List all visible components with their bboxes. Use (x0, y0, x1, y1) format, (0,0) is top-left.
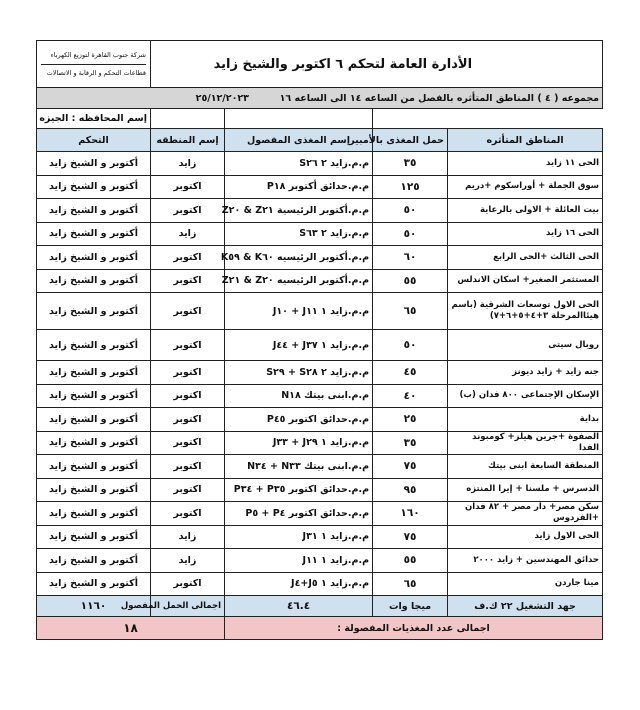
load-cell: ٤٥ (373, 361, 448, 385)
feeder-count-row (37, 617, 603, 640)
table-row (37, 330, 603, 361)
group-text: مجموعه ( ٤ ) المناطق المتأثره بالفصل من الساعه ١٤ الى الساعه ١٦ (279, 92, 600, 104)
voltage-label: جهد التشغيل ٢٢ ك.ف (448, 596, 603, 617)
feeder-cell: م.م.زايد ١ J١١ (225, 549, 373, 573)
table-row (37, 384, 603, 408)
control-cell: أكتوبر و الشيخ زايد (37, 330, 151, 361)
area-cell: الدسرس + ملسنا + إيرا المنتزه (448, 478, 603, 502)
area-cell: الصفوة +جرين هيلز+ كومبوند الفدا (448, 431, 603, 455)
feeder-cell: م.م.زايد ١ J١١ + J١٠ (225, 293, 373, 330)
region-cell: اكتوبر (151, 330, 225, 361)
feeder-count-value: ١٨ (37, 617, 225, 640)
table-row (37, 549, 603, 573)
region-cell: اكتوبر (151, 246, 225, 270)
area-cell: المستثمر الصغير+ اسكان الاندلس (448, 269, 603, 293)
feeder-cell: م.م.حدائق أكتوبر P١٨ (225, 175, 373, 199)
table-row (37, 199, 603, 223)
group-date: ٢٥/١٢/٢٠٢٣ (195, 92, 249, 104)
load-cell: ٧٥ (373, 455, 448, 479)
control-cell: أكتوبر و الشيخ زايد (37, 246, 151, 270)
region-cell: زايد (151, 549, 225, 573)
feeder-cell: م.م.ابنى بيتك N٣٣ + N٣٤ (225, 455, 373, 479)
area-cell: بيت العائلة + الاولى بالرعاية (448, 199, 603, 223)
region-cell: اكتوبر (151, 175, 225, 199)
schedule-table (36, 40, 603, 640)
area-cell: مينا جاردن (448, 572, 603, 596)
feeder-cell: م.م.زايد ١ J٥+J٤ (225, 572, 373, 596)
feeder-cell: م.م.زايد ١ J٣١ (225, 525, 373, 549)
control-cell: أكتوبر و الشيخ زايد (37, 361, 151, 385)
logo-line-1: شركة جنوب القاهرة لتوزيع الكهرباء (50, 50, 146, 59)
table-row (37, 175, 603, 199)
load-cell: ١٦٠ (373, 502, 448, 526)
region-cell: اكتوبر (151, 361, 225, 385)
region-cell: اكتوبر (151, 455, 225, 479)
control-cell: أكتوبر و الشيخ زايد (37, 431, 151, 455)
region-cell: اكتوبر (151, 572, 225, 596)
control-cell: أكتوبر و الشيخ زايد (37, 549, 151, 573)
load-cell: ٩٥ (373, 478, 448, 502)
feeder-cell: م.م.زايد ١ J٢٩ + J٣٣ (225, 431, 373, 455)
region-cell: اكتوبر (151, 384, 225, 408)
table-row (37, 408, 603, 432)
feeder-cell: م.م.زايد ١ J٣٧ + J٤٤ (225, 330, 373, 361)
table-body (37, 152, 603, 596)
total-load-value: ١١٦٠ (37, 596, 151, 617)
area-cell: الحى ١١ زايد (448, 152, 603, 176)
load-cell: ٢٥ (373, 408, 448, 432)
area-cell: سكن مصر+ دار مصر + ٨٢ فدان +الفردوس (448, 502, 603, 526)
control-cell: أكتوبر و الشيخ زايد (37, 175, 151, 199)
region-cell: زايد (151, 222, 225, 246)
load-cell: ٥٠ (373, 222, 448, 246)
load-cell: ٦٠ (373, 246, 448, 270)
feeder-cell: م.م.أكتوبر الرئيسية Z٢١ & Z٢٠ (225, 199, 373, 223)
col-region: إسم المنطقه (151, 129, 225, 152)
control-cell: أكتوبر و الشيخ زايد (37, 478, 151, 502)
feeder-cell: م.م.زايد ٢ S٢٦ (225, 152, 373, 176)
table-row (37, 246, 603, 270)
control-cell: أكتوبر و الشيخ زايد (37, 269, 151, 293)
column-header-row (37, 129, 603, 152)
table-row (37, 502, 603, 526)
load-cell: ٦٥ (373, 572, 448, 596)
control-cell: أكتوبر و الشيخ زايد (37, 408, 151, 432)
region-cell: زايد (151, 525, 225, 549)
load-shedding-sheet (36, 40, 602, 640)
logo-divider (41, 64, 146, 65)
area-cell: الحى الثالث +الحى الرابع (448, 246, 603, 270)
table-row (37, 269, 603, 293)
logo-line-2: قطاعات التحكم و الرقابة و الاتصالات (46, 68, 146, 77)
area-cell: الحى الاول زايد (448, 525, 603, 549)
load-cell: ٥٥ (373, 549, 448, 573)
feeder-cell: م.م.حدائق اكتوبر P٤٥ (225, 408, 373, 432)
region-cell: اكتوبر (151, 293, 225, 330)
col-control: التحكم (37, 129, 151, 152)
load-cell: ٥٠ (373, 330, 448, 361)
company-logo-text (37, 41, 151, 88)
area-cell: حدائق المهندسين + زايد ٢٠٠٠ (448, 549, 603, 573)
area-cell: سوق الجملة + أوراسكوم +دريم (448, 175, 603, 199)
load-cell: ٥٥ (373, 269, 448, 293)
governorate-label: إسم المحافظه : الجيزه (37, 109, 151, 129)
control-cell: أكتوبر و الشيخ زايد (37, 152, 151, 176)
control-cell: أكتوبر و الشيخ زايد (37, 455, 151, 479)
feeder-cell: م.م.أكتوبر الرئيسيه K٦٠ & K٥٩ (225, 246, 373, 270)
feeder-cell: م.م.ابنى بيتك N١٨ (225, 384, 373, 408)
feeder-cell: م.م.أكتوبر الرئيسيه Z٢٠ & Z٢١ (225, 269, 373, 293)
unit-label: ميجا وات (373, 596, 448, 617)
control-cell: أكتوبر و الشيخ زايد (37, 525, 151, 549)
table-row (37, 572, 603, 596)
feeder-cell: م.م.حدائق اكتوبر P٣٥ + P٣٤ (225, 478, 373, 502)
header-row (37, 41, 603, 88)
control-cell: أكتوبر و الشيخ زايد (37, 384, 151, 408)
region-cell: اكتوبر (151, 478, 225, 502)
load-cell: ٣٥ (373, 431, 448, 455)
control-cell: أكتوبر و الشيخ زايد (37, 572, 151, 596)
control-cell: أكتوبر و الشيخ زايد (37, 199, 151, 223)
area-cell: روبال سيتى (448, 330, 603, 361)
area-cell: جنه زايد + زايد ديونز (448, 361, 603, 385)
control-cell: أكتوبر و الشيخ زايد (37, 293, 151, 330)
region-cell: اكتوبر (151, 269, 225, 293)
table-row (37, 455, 603, 479)
group-row (37, 88, 603, 109)
table-row (37, 152, 603, 176)
table-row (37, 525, 603, 549)
load-cell: ٣٥ (373, 152, 448, 176)
control-cell: أكتوبر و الشيخ زايد (37, 502, 151, 526)
col-feeder: إسم المغذى المفصول (225, 129, 373, 152)
area-cell: المنطقة السابعة ابنى بيتك (448, 455, 603, 479)
table-row (37, 431, 603, 455)
col-load: حمل المغذى بالأمبير (373, 129, 448, 152)
load-cell: ١٢٥ (373, 175, 448, 199)
control-cell: أكتوبر و الشيخ زايد (37, 222, 151, 246)
load-cell: ٦٥ (373, 293, 448, 330)
table-row (37, 293, 603, 330)
feeder-count-label: اجمالى عدد المغذيات المفصولة : (225, 617, 603, 640)
governorate-row (37, 109, 603, 129)
area-cell: الحى الاول توسعات الشرقية (باسم هيئاالمرحلة ٣+٤+٥+٦+٧) (448, 293, 603, 330)
page-title: الأدارة العامة لتحكم ٦ اكتوبر والشيخ زايد (151, 41, 603, 88)
table-row (37, 222, 603, 246)
region-cell: اكتوبر (151, 431, 225, 455)
table-row (37, 361, 603, 385)
feeder-cell: م.م.زايد ٢ S٦٣ (225, 222, 373, 246)
load-cell: ٥٠ (373, 199, 448, 223)
region-cell: اكتوبر (151, 199, 225, 223)
col-areas: المناطق المتأثره (448, 129, 603, 152)
load-cell: ٧٥ (373, 525, 448, 549)
area-cell: بداية (448, 408, 603, 432)
area-cell: الحى ١٦ زايد (448, 222, 603, 246)
feeder-cell: م.م.زايد ٢ S٢٨ + S٢٩ (225, 361, 373, 385)
totals-row (37, 596, 603, 617)
region-cell: زايد (151, 152, 225, 176)
region-cell: اكتوبر (151, 408, 225, 432)
region-cell: اكتوبر (151, 502, 225, 526)
feeder-cell: م.م.حدائق اكتوبر P٤ + P٥ (225, 502, 373, 526)
total-load-label: اجمالى الحمل المفصول (151, 596, 225, 617)
table-row (37, 478, 603, 502)
area-cell: الإسكان الإجتماعى ٨٠٠ فدان (ب) (448, 384, 603, 408)
load-cell: ٤٠ (373, 384, 448, 408)
total-mw: ٤٦.٤ (225, 596, 373, 617)
